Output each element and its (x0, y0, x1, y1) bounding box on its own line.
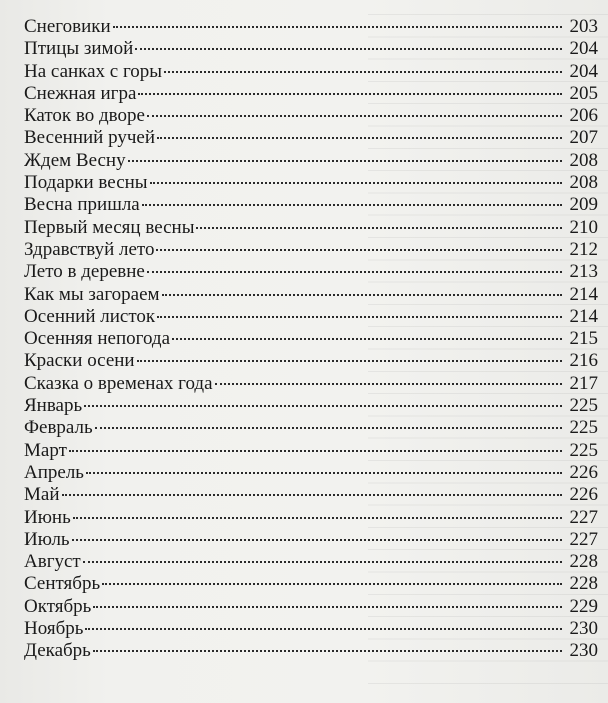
dot-leader (147, 271, 562, 273)
toc-entry-title: Сентябрь (24, 573, 101, 595)
dot-leader (138, 93, 562, 95)
toc-entry-title: Снеговики (24, 16, 111, 37)
dot-leader (156, 249, 562, 251)
dot-leader (69, 450, 562, 452)
toc-entry-title: Март (24, 439, 67, 461)
toc-entry (24, 373, 598, 395)
toc-entry-page: 210 (569, 216, 598, 238)
toc-entry-page: 204 (569, 38, 598, 60)
toc-entry-title: Птицы зимой (24, 38, 134, 60)
toc-entry-page: 225 (569, 417, 598, 439)
toc-entry-page: 209 (569, 194, 598, 216)
toc-entry (24, 239, 598, 261)
toc-entry (24, 194, 598, 216)
toc-entry (24, 16, 598, 38)
toc-entry (24, 105, 598, 127)
dot-leader (196, 227, 562, 229)
toc-entry (24, 172, 598, 194)
toc-entry (24, 573, 598, 595)
toc-entry-title: Здравствуй лето (24, 238, 155, 260)
toc-entry-title: Июль (24, 528, 70, 550)
toc-entry-page: 204 (569, 60, 598, 82)
toc-entry-title: Как мы загораем (24, 283, 160, 305)
dot-leader (142, 204, 562, 206)
toc-entry-page: 228 (569, 573, 598, 595)
toc-entry (24, 417, 598, 439)
toc-entry (24, 127, 598, 149)
toc-entry-title: Ждем Весну (24, 149, 126, 171)
toc-entry-title: Ноябрь (24, 618, 84, 640)
dot-leader (93, 650, 562, 652)
toc-entry-title: Каток во дворе (24, 105, 145, 127)
toc-entry-page: 216 (569, 350, 598, 372)
toc-entry-title: Август (24, 551, 81, 573)
toc-entry-title: Подарки весны (24, 172, 148, 194)
toc-entry-page: 227 (569, 506, 598, 528)
toc-entry (24, 596, 598, 618)
toc-entry (24, 507, 598, 529)
dot-leader (162, 294, 562, 296)
toc-entry-title: Снежная игра (24, 82, 137, 104)
toc-entry (24, 484, 598, 506)
dot-leader (137, 360, 562, 362)
dot-leader (128, 160, 562, 162)
dot-leader (215, 383, 562, 385)
toc-entry-title: Осенний листок (24, 305, 156, 327)
toc-entry (24, 529, 598, 551)
toc-entry-page: 226 (569, 484, 598, 506)
toc-entry-page: 230 (569, 618, 598, 640)
toc-entry-page: 229 (569, 595, 598, 617)
toc-entry-title: Апрель (24, 461, 84, 483)
toc-entry-page: 217 (569, 372, 598, 394)
toc-entry (24, 640, 598, 662)
dot-leader (73, 517, 562, 519)
toc-entry-title: Февраль (24, 417, 93, 439)
toc-entry-page: 214 (569, 305, 598, 327)
toc-entry-page: 228 (569, 551, 598, 573)
toc-entry-page: 214 (569, 283, 598, 305)
toc-entry (24, 395, 598, 417)
toc-entry-title: Краски осени (24, 350, 135, 372)
toc-entry (24, 462, 598, 484)
toc-entry-page: 212 (569, 238, 598, 260)
toc-entry (24, 38, 598, 60)
toc-entry-page: 208 (569, 172, 598, 194)
toc-entry-title: Весенний ручей (24, 127, 156, 149)
dot-leader (83, 561, 562, 563)
toc-entry-title: Декабрь (24, 640, 91, 662)
toc-entry (24, 350, 598, 372)
dot-leader (150, 182, 562, 184)
toc-entry (24, 328, 598, 350)
dot-leader (84, 405, 562, 407)
toc-entry-page: 207 (569, 127, 598, 149)
toc-entry-title: Весна пришла (24, 194, 140, 216)
toc-entry-page: 226 (569, 461, 598, 483)
toc-entry-title: Май (24, 484, 60, 506)
toc-entry-title: Первый месяц весны (24, 216, 195, 238)
toc-entry-title: Осенняя непогода (24, 328, 171, 350)
dot-leader (72, 539, 562, 541)
toc-entry (24, 83, 598, 105)
toc-entry-title: Октябрь (24, 595, 92, 617)
toc-entry (24, 440, 598, 462)
dot-leader (102, 583, 562, 585)
dot-leader (157, 137, 562, 139)
toc-entry-page: 227 (569, 528, 598, 550)
toc-entry (24, 284, 598, 306)
toc-entry-page: 213 (569, 261, 598, 283)
toc-entry-title: Январь (24, 395, 83, 417)
toc-entry (24, 306, 598, 328)
toc-entry (24, 61, 598, 83)
dot-leader (135, 48, 562, 50)
toc-entry-title: Лето в деревне (24, 261, 145, 283)
dot-leader (164, 71, 562, 73)
toc-entry (24, 217, 598, 239)
dot-leader (93, 606, 562, 608)
dot-leader (157, 316, 562, 318)
dot-leader (85, 628, 562, 630)
toc-entry-page: 215 (569, 328, 598, 350)
toc-entry (24, 261, 598, 283)
toc-entry-title: На санках с горы (24, 60, 163, 82)
dot-leader (147, 115, 562, 117)
toc-entry-title: Июнь (24, 506, 71, 528)
toc-entry-page: 208 (569, 149, 598, 171)
toc-entry-page: 203 (569, 16, 598, 37)
toc-entry-title: Сказка о временах года (24, 372, 213, 394)
dot-leader (62, 494, 563, 496)
toc-entry (24, 551, 598, 573)
toc-entry-page: 205 (569, 82, 598, 104)
dot-leader (86, 472, 562, 474)
toc-entry (24, 150, 598, 172)
dot-leader (95, 427, 562, 429)
toc-entry-page: 225 (569, 395, 598, 417)
toc-entry-page: 230 (569, 640, 598, 662)
dot-leader (113, 26, 562, 28)
table-of-contents (24, 16, 598, 663)
dot-leader (172, 338, 562, 340)
toc-entry (24, 618, 598, 640)
toc-entry-page: 225 (569, 439, 598, 461)
toc-entry-page: 206 (569, 105, 598, 127)
